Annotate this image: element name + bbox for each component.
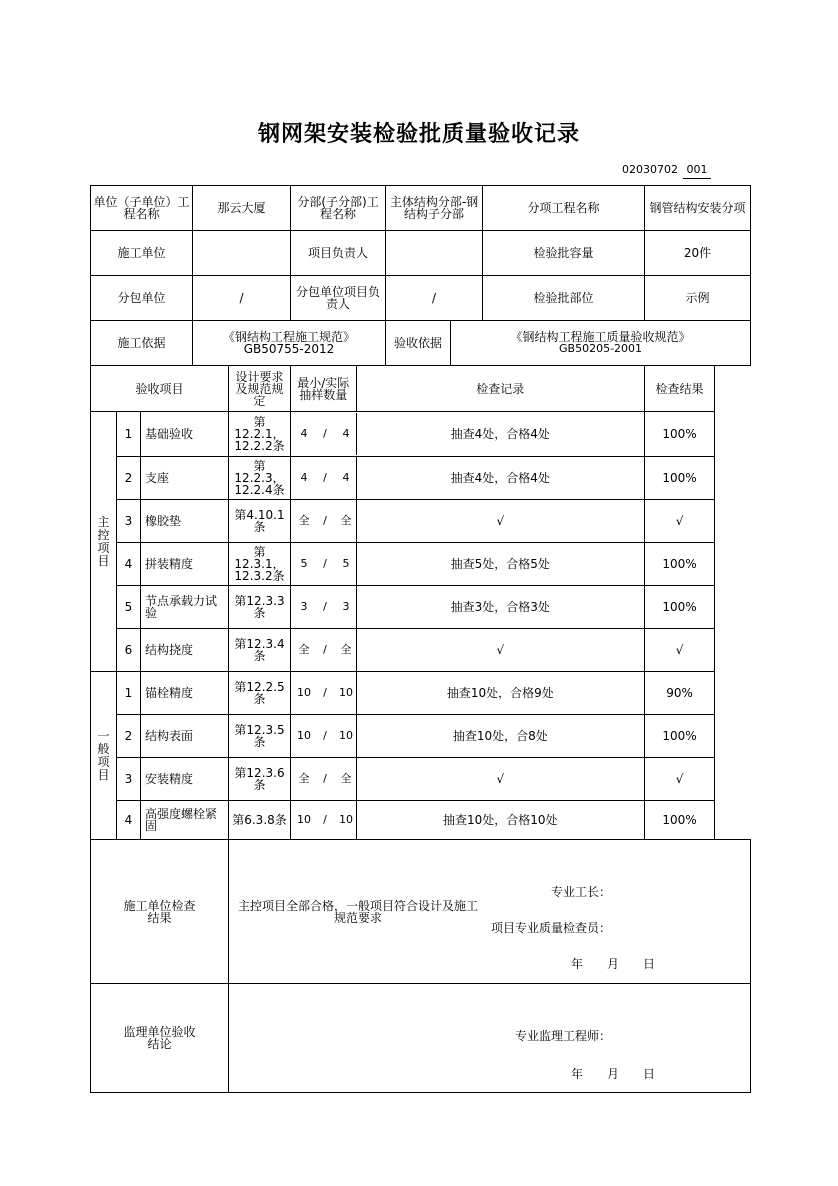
item-record-cell: 5 / 5 抽查5处，合格5处 [291, 543, 645, 586]
construction-check-row [91, 840, 751, 984]
col-header-design: 设计要求及规范规定 [229, 366, 291, 412]
item-record-cell: 全 / 全 √ [291, 758, 645, 801]
col-header-sampling-count: 最小/实际抽样数量 [291, 366, 356, 411]
unit-name-value: 那云大厦 [193, 186, 291, 231]
table-row [91, 500, 751, 543]
sample-min: 10 [297, 729, 312, 742]
sample-actual: 10 [339, 729, 354, 742]
row-number: 3 [117, 758, 141, 801]
table-row [91, 758, 751, 801]
item-name: 橡胶垫 [141, 500, 229, 543]
contractor-label: 施工单位 [91, 231, 193, 276]
acceptance-basis-value [451, 321, 751, 366]
contractor-value [193, 231, 291, 276]
check-result: √ [645, 500, 715, 543]
check-result: 100% [645, 457, 715, 500]
batch-capacity-label: 检验批容量 [483, 231, 645, 276]
sample-min: 3 [300, 600, 308, 613]
row-number: 3 [117, 500, 141, 543]
row-number: 5 [117, 586, 141, 629]
table-row [91, 801, 751, 840]
check-record: √ [496, 772, 505, 786]
acceptance-basis-title: 《钢结构工程施工质量验收规范》 [510, 330, 691, 344]
item-spec: 第12.2.1，12.2.2条 [229, 412, 291, 457]
subcontractor-label: 分包单位 [91, 276, 193, 321]
foreman-label: 专业工长： [551, 885, 612, 899]
supervision-label: 监理单位验收结论 [91, 984, 229, 1093]
item-spec: 第12.2.3，12.2.4条 [229, 457, 291, 500]
general-label: 一般项目 [97, 728, 110, 782]
main-control-label: 主控项目 [97, 514, 110, 568]
sample-actual: 全 [340, 514, 352, 527]
item-record-cell: 全 / 全 √ [291, 500, 645, 543]
col-header-record [291, 366, 645, 412]
page-title: 钢网架安装检验批质量验收记录 [257, 121, 580, 147]
sample-actual: 10 [339, 686, 354, 699]
sub-project-manager-label: 分包单位项目负责人 [291, 276, 386, 321]
item-name: 锚栓精度 [141, 672, 229, 715]
sample-actual: 10 [339, 813, 354, 826]
row-number: 6 [117, 629, 141, 672]
check-record: 抽查10处，合格9处 [446, 686, 554, 700]
item-spec: 第12.3.6条 [229, 758, 291, 801]
record-code: 02030702 [622, 163, 678, 176]
check-result: 90% [645, 672, 715, 715]
sample-min: 全 [298, 514, 310, 527]
item-record-cell: 全 / 全 √ [291, 629, 645, 672]
col-header-item: 验收项目 [91, 366, 229, 412]
sample-actual: 3 [342, 600, 350, 613]
check-result: 100% [645, 412, 715, 457]
item-name: 拼装精度 [141, 543, 229, 586]
supervision-content [229, 984, 751, 1093]
check-record: 抽查3处，合格3处 [450, 600, 550, 614]
item-spec: 第12.3.1，12.3.2条 [229, 543, 291, 586]
col-header-result: 检查结果 [645, 366, 715, 412]
table-row [91, 543, 751, 586]
table-row [91, 586, 751, 629]
item-name: 结构挠度 [141, 629, 229, 672]
sample-actual: 4 [342, 427, 350, 440]
sample-min: 10 [297, 686, 312, 699]
check-result: 100% [645, 715, 715, 758]
check-result: 100% [645, 543, 715, 586]
item-name: 节点承载力试验 [141, 586, 229, 629]
item-spec: 第12.3.4条 [229, 629, 291, 672]
table-row [91, 672, 751, 715]
check-record: 抽查4处，合格4处 [450, 427, 550, 441]
item-record-cell: 3 / 3 抽查3处，合格3处 [291, 586, 645, 629]
table-row [91, 412, 751, 457]
item-name: 结构表面 [141, 715, 229, 758]
construction-date: 年 月 日 [571, 957, 656, 971]
construction-conclusion: 主控项目全部合格，一般项目符合设计及施工规范要求 [237, 899, 478, 925]
item-name: 支座 [141, 457, 229, 500]
check-result: 100% [645, 586, 715, 629]
subitem-name-value: 钢管结构安装分项 [645, 186, 751, 231]
construction-check-label: 施工单位检查结果 [91, 840, 229, 984]
batch-location-value: 示例 [645, 276, 751, 321]
item-spec: 第6.3.8条 [229, 801, 291, 840]
table-row [91, 715, 751, 758]
row-number: 1 [117, 672, 141, 715]
sample-min: 4 [300, 427, 308, 440]
general-group-label [91, 672, 117, 840]
sample-actual: 全 [340, 643, 352, 656]
item-name: 基础验收 [141, 412, 229, 457]
sample-actual: 4 [342, 471, 350, 484]
item-record-cell: 10 / 10 抽查10处，合8处 [291, 715, 645, 758]
supervision-date: 年 月 日 [571, 1067, 656, 1081]
col-header-check-record: 检查记录 [476, 381, 525, 396]
supervising-engineer-label: 专业监理工程师： [515, 1029, 612, 1043]
unit-name-label: 单位（子单位）工程名称 [91, 186, 193, 231]
table-row [91, 457, 751, 500]
sample-min: 全 [298, 643, 310, 656]
check-record: 抽查5处，合格5处 [450, 557, 550, 571]
check-result: √ [645, 629, 715, 672]
record-serial: 001 [683, 163, 711, 179]
check-record: √ [496, 514, 505, 528]
item-spec: 第12.3.3条 [229, 586, 291, 629]
batch-capacity-value: 20件 [645, 231, 751, 276]
sample-min: 4 [300, 471, 308, 484]
batch-location-label: 检验批部位 [483, 276, 645, 321]
check-record: 抽查10处，合格10处 [443, 813, 558, 827]
sample-min: 5 [300, 557, 308, 570]
construction-basis-label: 施工依据 [91, 321, 193, 366]
table-row [91, 629, 751, 672]
item-record-cell: 10 / 10 抽查10处，合格10处 [291, 801, 645, 840]
project-manager-value [386, 231, 483, 276]
check-result: √ [645, 758, 715, 801]
row-number: 2 [117, 457, 141, 500]
row-number: 2 [117, 715, 141, 758]
item-spec: 第12.2.5条 [229, 672, 291, 715]
item-name: 安装精度 [141, 758, 229, 801]
check-record: 抽查10处，合8处 [452, 729, 548, 743]
project-manager-label: 项目负责人 [291, 231, 386, 276]
construction-basis-value: 《钢结构工程施工规范》GB50755-2012 [193, 321, 386, 366]
check-record: √ [496, 643, 505, 657]
inspection-record-table [90, 185, 751, 1093]
sample-min: 全 [298, 772, 310, 785]
subitem-name-label: 分项工程名称 [483, 186, 645, 231]
division-name-value: 主体结构分部-钢结构子分部 [386, 186, 483, 231]
sub-project-manager-value: / [386, 276, 483, 321]
check-result: 100% [645, 801, 715, 840]
row-number: 1 [117, 412, 141, 457]
item-record-cell: 4 / 4 抽查4处，合格4处 [291, 412, 645, 457]
acceptance-basis-code: GB50205-2001 [559, 342, 643, 355]
quality-inspector-label: 项目专业质量检查员： [491, 921, 612, 935]
sample-actual: 5 [342, 557, 350, 570]
item-spec: 第12.3.5条 [229, 715, 291, 758]
check-record: 抽查4处，合格4处 [450, 471, 550, 485]
row-number: 4 [117, 543, 141, 586]
supervision-row [91, 984, 751, 1093]
item-name: 高强度螺栓紧固 [141, 801, 229, 840]
subcontractor-value: / [193, 276, 291, 321]
main-control-group-label [91, 412, 117, 672]
sample-min: 10 [297, 813, 312, 826]
sample-actual: 全 [340, 772, 352, 785]
item-record-cell: 4 / 4 抽查4处，合格4处 [291, 457, 645, 500]
row-number: 4 [117, 801, 141, 840]
division-name-label: 分部(子分部)工程名称 [291, 186, 386, 231]
acceptance-basis-label: 验收依据 [386, 321, 451, 366]
item-spec: 第4.10.1条 [229, 500, 291, 543]
item-record-cell: 10 / 10 抽查10处，合格9处 [291, 672, 645, 715]
construction-check-content [229, 840, 751, 984]
